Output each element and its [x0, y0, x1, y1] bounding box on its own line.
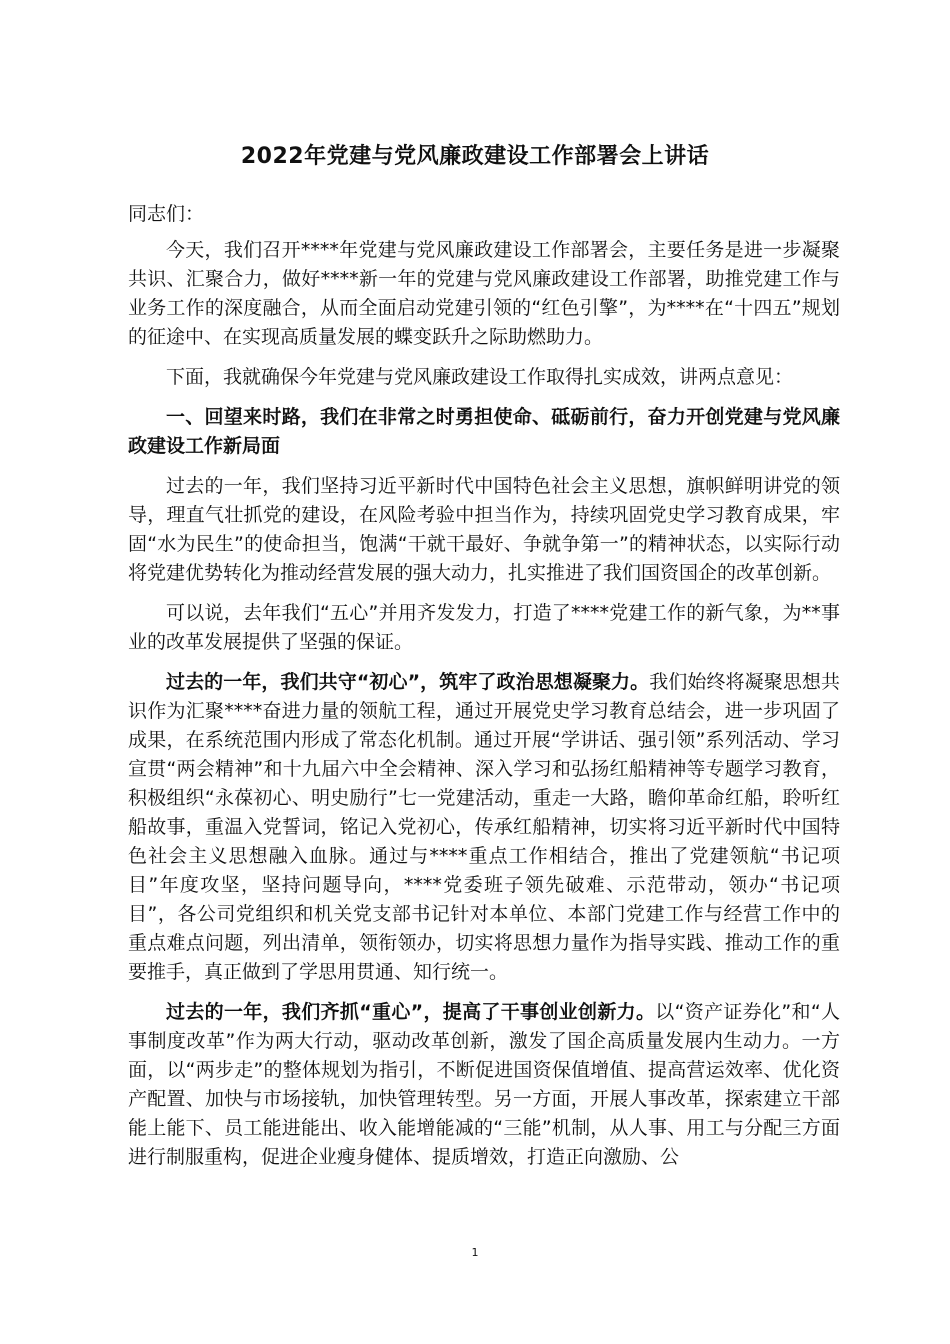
- salutation: 同志们：: [128, 203, 205, 225]
- section-heading: 一、回望来时路，我们在非常之时勇担使命、砥砺前行，奋力开创党建与党风廉政建设工作新局面: [128, 406, 840, 457]
- paragraph-intro: 今天，我们召开****年党建与党风廉政建设工作部署会，主要任务是进一步凝聚共识、汇聚合力，做好****新一年的党建与党风廉政建设工作部署，助推党建工作与业务工作的深度融合，从而全面启动党建引领的“红色引擎”，为****在“十四五”规划的征途中、在实现高质量发展的蝶变跃升之际助燃助力。: [128, 239, 840, 348]
- paragraph-summary: 可以说，去年我们“五心”并用齐发发力，打造了****党建工作的新气象，为**事业的改革发展提供了坚强的保证。: [128, 602, 840, 653]
- paragraph-focus: [128, 998, 840, 1172]
- paragraph-review: 过去的一年，我们坚持习近平新时代中国特色社会主义思想，旗帜鲜明讲党的领导，理直气壮抓党的建设，在风险考验中担当作为，持续巩固党史学习教育成果，牢固“水为民生”的使命担当，饱满“干就干最好、争就争第一”的精神状态，以实际行动将党建优势转化为推动经营发展的强大动力，扎实推进了我们国资国企的改革创新。: [128, 475, 840, 584]
- page-number: 1: [471, 1246, 479, 1259]
- paragraph-text: 我们始终将凝聚思想共识作为汇聚****奋进力量的领航工程，通过开展党史学习教育总结会，进一步巩固了成果，在系统范围内形成了常态化机制。通过开展“学讲话、强引领”系列活动、学习宣贯“两会精神”和十九届六中全会精神、深入学习和弘扬红船精神等专题学习教育，积极组织“永葆初心、明史励行”七一党建活动，重走一大路，瞻仰革命红船，聆听红船故事，重温入党誓词，铭记入党初心，传承红船精神，切实将习近平新时代中国特色社会主义思想融入血脉。通过与****重点工作相结合，推出了党建领航“书记项目”年度攻坚，坚持问题导向，****党委班子领先破难、示范带动，领办“书记项目”，各公司党组织和机关党支部书记针对本单位、本部门党建工作与经营工作中的重点难点问题，列出清单，领衔领办，切实将思想力量作为指导实践、推动工作的重要推手，真正做到了学思用贯通、知行统一。: [128, 671, 840, 983]
- paragraph-text: 以“资产证券化”和“人事制度改革”作为两大行动，驱动改革创新，激发了国企高质量发展内生动力。一方面，以“两步走”的整体规划为指引，不断促进国资保值增值、提高营运效率、优化资产配置、加快与市场接轨，加快管理转型。另一方面，开展人事改革，探索建立干部能上能下、员工能进能出、收入能增能减的“三能”机制，从人事、用工与分配三方面进行制服重构，促进企业瘦身健体、提质增效，打造正向激励、公: [128, 1001, 841, 1168]
- document-title: 2022年党建与党风廉政建设工作部署会上讲话: [240, 144, 710, 169]
- paragraph-lead: 过去的一年，我们齐抓“重心”，提高了干事创业创新力。: [166, 1001, 656, 1023]
- document-body: [128, 200, 840, 1183]
- paragraph-outline: 下面，我就确保今年党建与党风廉政建设工作取得扎实成效，讲两点意见：: [166, 366, 794, 388]
- paragraph-lead: 过去的一年，我们共守“初心”，筑牢了政治思想凝聚力。: [166, 671, 650, 693]
- paragraph-original-heart: [128, 668, 840, 987]
